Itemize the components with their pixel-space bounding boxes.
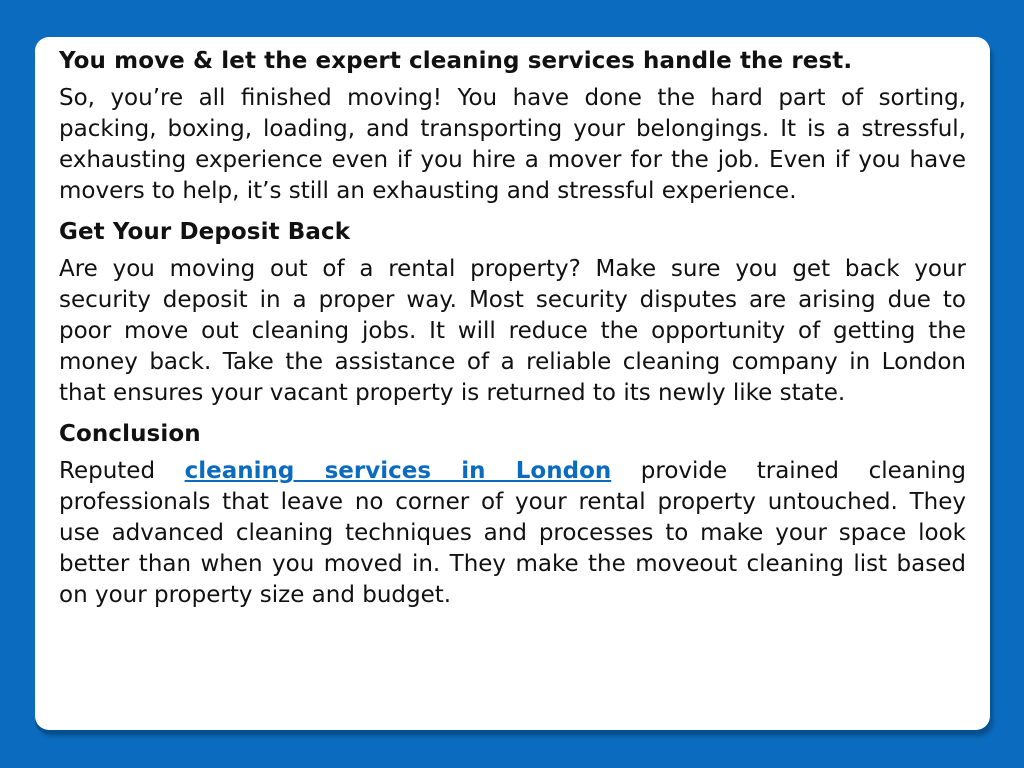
cleaning-services-link[interactable]: cleaning services in London [184,458,612,484]
conclusion-text-before-link: Reputed [59,458,185,484]
section-heading-conclusion: Conclusion [59,421,201,447]
content-card [35,37,990,730]
conclusion-paragraph [59,456,966,611]
deposit-paragraph: Are you moving out of a rental property? Make sure you get back your security deposit in a proper way. Most security disputes are arising due to poor move out cleaning jobs. It will reduce the opportunity of getting the money back. Take the assistance of a reliable cleaning company in London that ensures your vacant property is returned to its newly like state. [59,256,966,406]
section-heading-intro: You move & let the expert cleaning services handle the rest. [59,48,853,74]
conclusion-text-after-link: provide trained cleaning professionals that leave no corner of your rental property untouched. They use advanced cleaning techniques and processes to make your space look better than when you moved in. They make the moveout cleaning list based on your property size and budget. [59,458,966,608]
section-heading-deposit: Get Your Deposit Back [59,219,351,245]
intro-paragraph: So, you’re all finished moving! You have done the hard part of sorting, packing, boxing, loading, and transporting your belongings. It is a stressful, exhausting experience even if you hire a mover for the job. Even if you have movers to help, it’s still an exhausting and stressful experience. [59,85,966,204]
